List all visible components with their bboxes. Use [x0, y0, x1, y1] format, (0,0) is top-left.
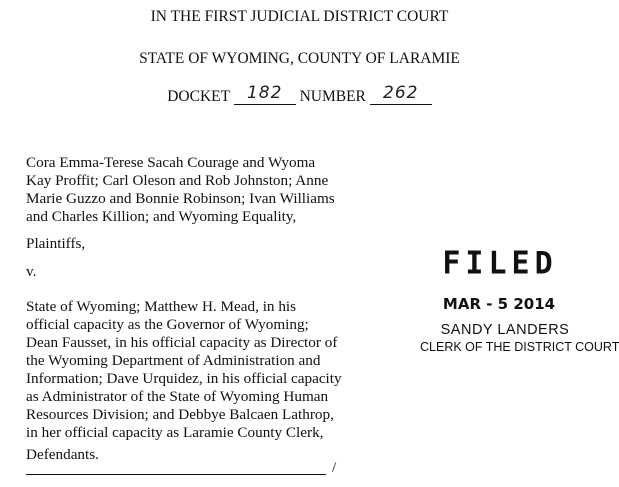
caption-slash: /: [332, 460, 337, 476]
defendant-line: State of Wyoming; Matthew H. Mead, in his: [26, 298, 297, 315]
defendant-line: Information; Dave Urquidez, in his official capacity: [26, 370, 342, 387]
case-number-field: [370, 83, 432, 105]
docket-label: DOCKET: [167, 88, 230, 105]
plaintiff-line: and Charles Killion; and Wyoming Equality,: [26, 208, 297, 225]
stamp-clerk-title: CLERK OF THE DISTRICT COURT: [420, 340, 619, 354]
docket-number-handwritten: 182: [246, 83, 283, 103]
plaintiffs-label: Plaintiffs,: [26, 235, 86, 252]
number-label: NUMBER: [299, 88, 366, 105]
defendant-line: Resources Division; and Debbye Balcaen Lathrop,: [26, 406, 334, 423]
case-number-handwritten: 262: [383, 83, 419, 103]
plaintiff-line: Marie Guzzo and Bonnie Robinson; Ivan Williams: [26, 190, 335, 207]
versus: v.: [26, 263, 37, 280]
caption-divider: [26, 474, 326, 475]
defendant-line: in her official capacity as Laramie County Clerk,: [26, 424, 324, 441]
docket-row: [0, 83, 599, 106]
state-county-heading: STATE OF WYOMING, COUNTY OF LARAMIE: [139, 50, 460, 67]
defendant-line: as Administrator of the State of Wyoming Human: [26, 388, 329, 405]
defendants-label: Defendants.: [26, 446, 99, 463]
stamp-filed-text: FILED: [442, 245, 558, 282]
stamp-clerk-name: SANDY LANDERS: [440, 322, 570, 338]
defendant-line: official capacity as the Governor of Wyoming;: [26, 316, 309, 333]
plaintiff-line: Cora Emma-Terese Sacah Courage and Wyoma: [26, 154, 316, 171]
stamp-date: MAR - 5 2014: [442, 295, 556, 313]
docket-number-field: [234, 83, 296, 105]
court-heading: IN THE FIRST JUDICIAL DISTRICT COURT: [150, 8, 449, 25]
defendant-line: Dean Fausset, in his official capacity as Director of: [26, 334, 338, 351]
plaintiff-line: Kay Proffit; Carl Oleson and Rob Johnston; Anne: [26, 172, 329, 189]
defendant-line: the Wyoming Department of Administration and: [26, 352, 321, 369]
